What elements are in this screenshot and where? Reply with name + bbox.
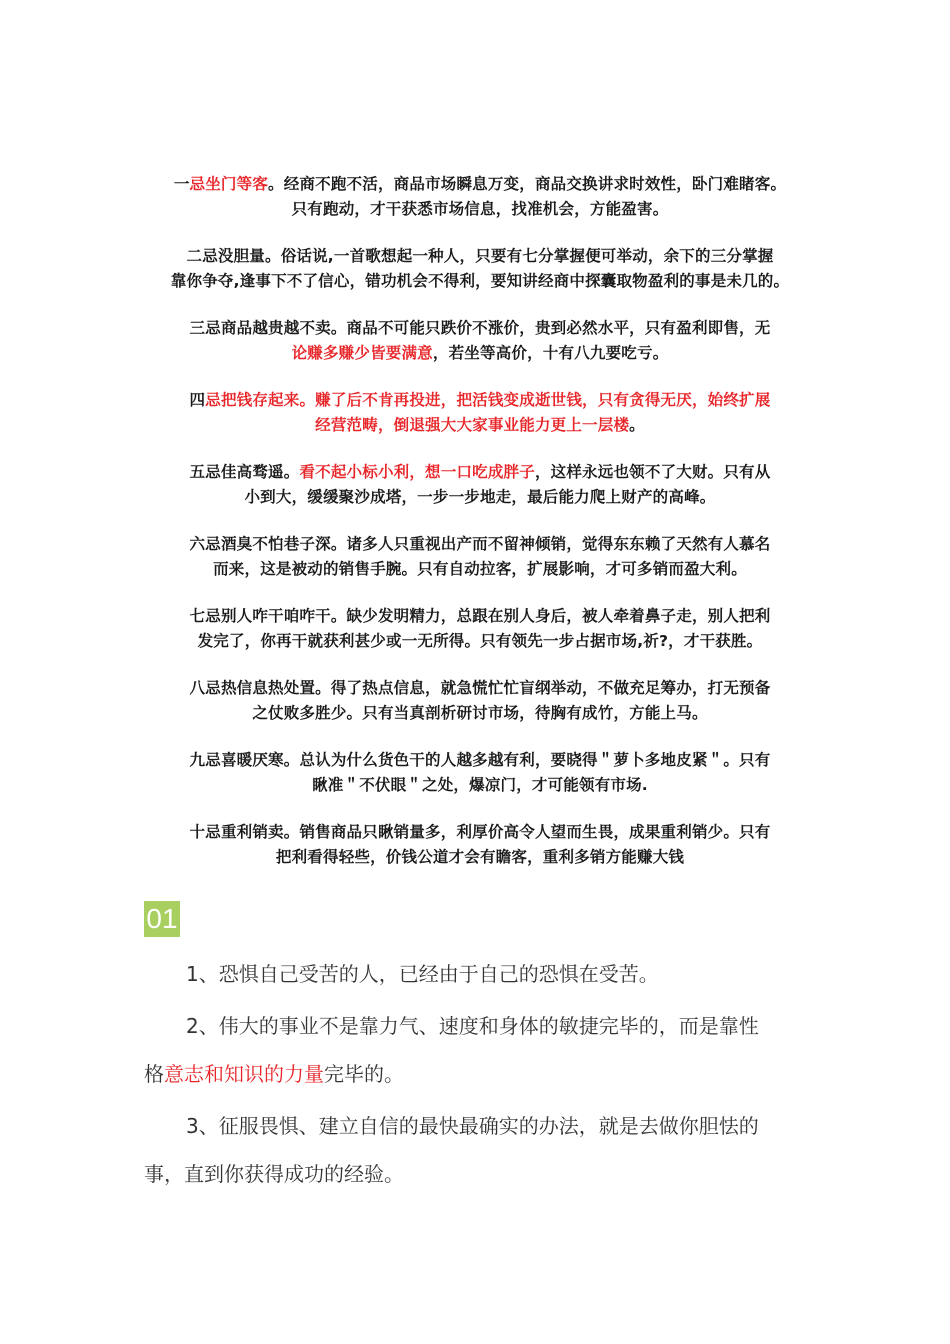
taboo-paragraph — [150, 604, 810, 654]
text-line — [144, 1102, 814, 1150]
text-line — [150, 341, 810, 366]
text-segment: 。经商不跑不活，商品市场瞬息万变，商品交换讲求时效性，卧门难睹客。 — [268, 175, 787, 193]
text-segment: 八忌热信息热处置。得了热点信息，就急慌忙忙盲纲举动，不做充足筹办，打无预备 — [189, 679, 771, 697]
taboo-paragraph — [150, 748, 810, 798]
text-line — [144, 950, 814, 998]
text-line — [150, 485, 810, 510]
text-segment: 。 — [629, 416, 645, 434]
text-line — [150, 269, 810, 294]
text-segment: 发完了，你再干就获利甚少或一无所得。只有领先一步占据市场,祈?，才干获胜。 — [197, 632, 763, 650]
highlighted-text: 经营范畴，倒退强大大家事业能力更上一层楼 — [315, 416, 630, 434]
text-segment: 把利看得轻些，价钱公道才会有瞻客，重利多销方能赚大钱 — [275, 848, 685, 866]
taboo-paragraph — [150, 388, 810, 438]
text-line — [150, 557, 810, 582]
text-line — [150, 845, 810, 870]
text-segment: 只有跑动，才干获悉市场信息，找准机会，方能盈害。 — [291, 200, 669, 218]
section-number-badge: 01 — [144, 901, 180, 937]
highlighted-text: 看不起小标小利，想一口吃成胖子 — [299, 463, 535, 481]
text-line — [150, 773, 810, 798]
taboo-paragraph — [150, 532, 810, 582]
highlighted-text: 忌坐门等客 — [189, 175, 269, 193]
text-line — [150, 316, 810, 341]
text-segment: ，这样永远也领不了大财。只有从 — [534, 463, 771, 481]
text-line — [144, 1002, 814, 1050]
highlighted-text: 论赚多赚少皆要满意 — [291, 344, 433, 362]
text-segment: 四 — [189, 391, 206, 409]
text-segment: 十忌重利销卖。销售商品只瞅销量多，利厚价高令人望而生畏，成果重利销少。只有 — [189, 823, 771, 841]
text-line — [150, 413, 810, 438]
text-line — [144, 1050, 814, 1098]
ten-taboos-section — [150, 172, 810, 892]
text-line — [150, 172, 810, 197]
text-segment: 瞅准＂不伏眼＂之处，爆凉门，才可能领有市场. — [312, 776, 648, 794]
text-segment: 1、恐惧自己受苦的人，已经由于自己的恐惧在受苦。 — [186, 962, 659, 986]
text-line — [144, 1150, 814, 1198]
taboo-paragraph — [150, 460, 810, 510]
quote-paragraph — [144, 1002, 814, 1098]
highlighted-text: 忌把钱存起来。赚了后不肯再投进，把活钱变成逝世钱，只有贪得无厌，始终扩展 — [205, 391, 771, 409]
text-segment: 六忌酒臭不怕巷子深。诸多人只重视出产而不留神倾销，觉得东东赖了天然有人慕名 — [189, 535, 771, 553]
text-segment: 小到大，缓缓聚沙成塔，一步一步地走，最后能力爬上财产的高峰。 — [244, 488, 716, 506]
taboo-paragraph — [150, 676, 810, 726]
text-line — [150, 820, 810, 845]
text-segment: 而来，这是被动的销售手腕。只有自动拉客，扩展影响，才可多销而盈大利。 — [213, 560, 747, 578]
text-line — [150, 388, 810, 413]
text-segment: 靠你争夺,逢事下不了信心，错功机会不得利，要知讲经商中探囊取物盈利的事是未几的。 — [170, 272, 790, 290]
quote-paragraph — [144, 1102, 814, 1198]
taboo-paragraph — [150, 820, 810, 870]
taboo-paragraph — [150, 244, 810, 294]
text-segment: 九忌喜暖厌寒。总认为什么货色干的人越多越有利，要晓得＂萝卜多地皮紧＂。只有 — [189, 751, 771, 769]
text-segment: 七忌别人咋干咱咋干。缺少发明精力，总跟在别人身后，被人牵着鼻子走，别人把利 — [189, 607, 771, 625]
text-segment: 2、伟大的事业不是靠力气、速度和身体的敏捷完毕的，而是靠性 — [186, 1014, 759, 1038]
text-segment: 事，直到你获得成功的经验。 — [144, 1162, 404, 1186]
text-line — [150, 197, 810, 222]
text-line — [150, 532, 810, 557]
text-line — [150, 701, 810, 726]
text-segment: 五忌佳高骛遥。 — [189, 463, 300, 481]
text-segment: 二忌没胆量。俗话说,一首歌想起一种人，只要有七分掌握便可举动，余下的三分掌握 — [186, 247, 774, 265]
text-segment: 3、征服畏惧、建立自信的最快最确实的办法，就是去做你胆怯的 — [186, 1114, 759, 1138]
text-segment: 三忌商品越贵越不卖。商品不可能只跌价不涨价，贵到必然水平，只有盈利即售，无 — [189, 319, 771, 337]
text-segment: 之仗败多胜少。只有当真剖析研讨市场，待胸有成竹，方能上马。 — [252, 704, 708, 722]
quotes-section — [144, 950, 814, 1202]
taboo-paragraph — [150, 316, 810, 366]
taboo-paragraph — [150, 172, 810, 222]
text-line — [150, 604, 810, 629]
text-line — [150, 244, 810, 269]
text-segment: 一 — [173, 175, 190, 193]
text-line — [150, 460, 810, 485]
text-segment: 完毕的。 — [324, 1062, 404, 1086]
highlighted-text: 意志和知识的力量 — [164, 1062, 324, 1086]
text-segment: ，若坐等高价，十有八九要吃亏。 — [432, 344, 669, 362]
text-line — [150, 676, 810, 701]
text-segment: 格 — [144, 1062, 164, 1086]
quote-paragraph — [144, 950, 814, 998]
text-line — [150, 629, 810, 654]
text-line — [150, 748, 810, 773]
